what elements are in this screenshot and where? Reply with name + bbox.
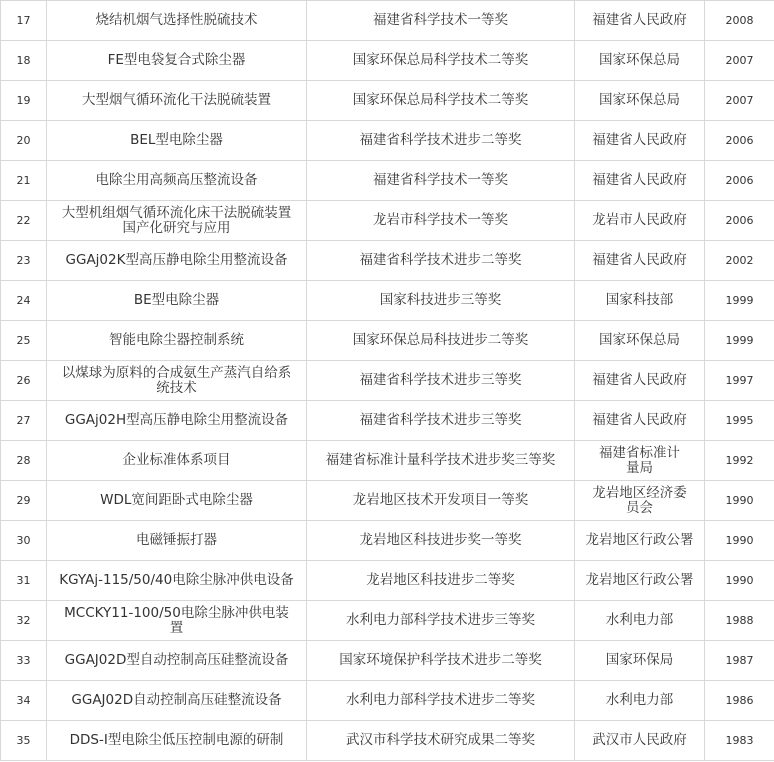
awards-table-body — [1, 1, 774, 761]
award-text: 国家环保总局科技进步二等奖 — [352, 332, 529, 348]
year-cell — [705, 161, 774, 201]
table-row — [1, 281, 774, 321]
year-cell — [705, 241, 774, 281]
row-number-cell — [1, 681, 47, 721]
table-row — [1, 521, 774, 561]
issuing-authority-cell — [575, 681, 705, 721]
row-number-text: 18 — [16, 54, 31, 67]
award-cell — [307, 401, 575, 441]
issuing-authority-cell — [575, 481, 705, 521]
award-cell — [307, 161, 575, 201]
year-cell — [705, 321, 774, 361]
row-number-text: 20 — [16, 134, 31, 147]
year-cell — [705, 721, 774, 761]
project-name-text: 以煤球为原料的合成氨生产蒸汽自给系统技术 — [61, 364, 292, 396]
row-number-cell — [1, 161, 47, 201]
issuing-authority-cell — [575, 521, 705, 561]
issuing-authority-cell — [575, 401, 705, 441]
project-name-text: MCCKY11-100/50电除尘脉冲供电装置 — [64, 604, 289, 636]
issuing-authority-cell — [575, 321, 705, 361]
project-name-cell — [47, 41, 307, 81]
project-name-text: 电磁锤振打器 — [136, 532, 217, 548]
year-cell — [705, 201, 774, 241]
award-cell — [307, 361, 575, 401]
issuing-authority-cell — [575, 561, 705, 601]
year-text: 1990 — [725, 574, 754, 587]
issuing-authority-cell — [575, 161, 705, 201]
table-row — [1, 41, 774, 81]
project-name-text: DDS-I型电除尘低压控制电源的研制 — [69, 732, 284, 748]
issuing-authority-cell — [575, 601, 705, 641]
issuing-authority-text: 龙岩市人民政府 — [592, 212, 687, 228]
table-row — [1, 441, 774, 481]
project-name-cell — [47, 321, 307, 361]
project-name-text: GGAJ02D自动控制高压硅整流设备 — [71, 692, 282, 708]
table-row — [1, 401, 774, 441]
award-cell — [307, 201, 575, 241]
award-text: 福建省标准计量科学技术进步奖三等奖 — [325, 452, 556, 468]
project-name-text: 电除尘用高频高压整流设备 — [95, 172, 258, 188]
project-name-cell — [47, 201, 307, 241]
row-number-text: 24 — [16, 294, 31, 307]
award-text: 国家环保总局科学技术二等奖 — [352, 92, 529, 108]
award-cell — [307, 681, 575, 721]
issuing-authority-cell — [575, 721, 705, 761]
table-row — [1, 1, 774, 41]
issuing-authority-text: 福建省人民政府 — [592, 12, 687, 28]
project-name-text: KGYAj-115/50/40电除尘脉冲供电设备 — [59, 572, 294, 588]
project-name-cell — [47, 161, 307, 201]
issuing-authority-text: 国家环保局 — [605, 652, 674, 668]
project-name-cell — [47, 241, 307, 281]
issuing-authority-text: 水利电力部 — [605, 692, 674, 708]
project-name-cell — [47, 561, 307, 601]
table-row — [1, 681, 774, 721]
table-row — [1, 161, 774, 201]
project-name-cell — [47, 481, 307, 521]
row-number-text: 31 — [16, 574, 31, 587]
year-cell — [705, 441, 774, 481]
table-row — [1, 321, 774, 361]
issuing-authority-text: 福建省标准计量局 — [599, 444, 680, 476]
table-row — [1, 481, 774, 521]
table-row — [1, 361, 774, 401]
row-number-cell — [1, 201, 47, 241]
award-text: 福建省科学技术进步三等奖 — [359, 412, 522, 428]
year-text: 1997 — [725, 374, 754, 387]
project-name-text: 大型机组烟气循环流化床干法脱硫装置国产化研究与应用 — [61, 204, 292, 236]
project-name-text: WDL宽间距卧式电除尘器 — [100, 492, 253, 508]
year-text: 2002 — [725, 254, 754, 267]
year-text: 1999 — [725, 294, 754, 307]
award-cell — [307, 81, 575, 121]
row-number-text: 28 — [16, 454, 31, 467]
issuing-authority-text: 福建省人民政府 — [592, 412, 687, 428]
table-row — [1, 121, 774, 161]
table-row — [1, 601, 774, 641]
issuing-authority-text: 龙岩地区经济委员会 — [592, 484, 687, 516]
award-cell — [307, 641, 575, 681]
row-number-cell — [1, 641, 47, 681]
row-number-cell — [1, 321, 47, 361]
issuing-authority-cell — [575, 201, 705, 241]
issuing-authority-text: 福建省人民政府 — [592, 252, 687, 268]
table-row — [1, 561, 774, 601]
project-name-text: 烧结机烟气选择性脱硫技术 — [95, 12, 258, 28]
project-name-cell — [47, 1, 307, 41]
year-text: 1995 — [725, 414, 754, 427]
row-number-text: 25 — [16, 334, 31, 347]
row-number-cell — [1, 41, 47, 81]
issuing-authority-text: 龙岩地区行政公署 — [585, 532, 694, 548]
issuing-authority-text: 福建省人民政府 — [592, 372, 687, 388]
row-number-cell — [1, 121, 47, 161]
award-text: 水利电力部科学技术进步三等奖 — [346, 612, 535, 628]
year-text: 1990 — [725, 534, 754, 547]
award-text: 国家环境保护科学技术进步二等奖 — [339, 652, 542, 668]
award-text: 龙岩市科学技术一等奖 — [373, 212, 508, 228]
award-cell — [307, 1, 575, 41]
project-name-cell — [47, 601, 307, 641]
project-name-cell — [47, 721, 307, 761]
project-name-cell — [47, 521, 307, 561]
issuing-authority-cell — [575, 81, 705, 121]
award-text: 福建省科学技术进步二等奖 — [359, 132, 522, 148]
row-number-text: 35 — [16, 734, 31, 747]
row-number-cell — [1, 521, 47, 561]
issuing-authority-cell — [575, 281, 705, 321]
year-text: 2007 — [725, 94, 754, 107]
row-number-cell — [1, 401, 47, 441]
row-number-cell — [1, 481, 47, 521]
table-row — [1, 81, 774, 121]
issuing-authority-text: 国家环保总局 — [599, 332, 680, 348]
row-number-text: 34 — [16, 694, 31, 707]
project-name-cell — [47, 681, 307, 721]
year-cell — [705, 121, 774, 161]
award-cell — [307, 481, 575, 521]
row-number-cell — [1, 561, 47, 601]
project-name-cell — [47, 361, 307, 401]
project-name-cell — [47, 81, 307, 121]
year-cell — [705, 641, 774, 681]
year-cell — [705, 521, 774, 561]
project-name-text: FE型电袋复合式除尘器 — [107, 52, 246, 68]
year-text: 2007 — [725, 54, 754, 67]
project-name-text: 企业标准体系项目 — [122, 452, 231, 468]
year-cell — [705, 601, 774, 641]
year-cell — [705, 681, 774, 721]
row-number-cell — [1, 721, 47, 761]
award-text: 水利电力部科学技术进步二等奖 — [346, 692, 535, 708]
issuing-authority-text: 国家环保总局 — [599, 92, 680, 108]
award-text: 龙岩地区技术开发项目一等奖 — [352, 492, 529, 508]
year-text: 1986 — [725, 694, 754, 707]
issuing-authority-text: 武汉市人民政府 — [592, 732, 687, 748]
row-number-cell — [1, 281, 47, 321]
award-cell — [307, 121, 575, 161]
issuing-authority-text: 福建省人民政府 — [592, 172, 687, 188]
award-text: 福建省科学技术一等奖 — [373, 172, 508, 188]
project-name-cell — [47, 121, 307, 161]
table-row — [1, 201, 774, 241]
year-cell — [705, 481, 774, 521]
year-cell — [705, 1, 774, 41]
table-row — [1, 641, 774, 681]
award-cell — [307, 241, 575, 281]
year-text: 1987 — [725, 654, 754, 667]
row-number-text: 21 — [16, 174, 31, 187]
project-name-text: 智能电除尘器控制系统 — [109, 332, 244, 348]
award-cell — [307, 441, 575, 481]
row-number-text: 23 — [16, 254, 31, 267]
year-text: 1988 — [725, 614, 754, 627]
row-number-text: 17 — [16, 14, 31, 27]
year-text: 2006 — [725, 134, 754, 147]
table-row — [1, 241, 774, 281]
row-number-text: 22 — [16, 214, 31, 227]
issuing-authority-cell — [575, 121, 705, 161]
row-number-text: 26 — [16, 374, 31, 387]
row-number-cell — [1, 81, 47, 121]
year-cell — [705, 561, 774, 601]
award-text: 国家环保总局科学技术二等奖 — [352, 52, 529, 68]
project-name-text: GGAj02K型高压静电除尘用整流设备 — [65, 252, 288, 268]
issuing-authority-text: 国家科技部 — [605, 292, 674, 308]
award-text: 福建省科学技术一等奖 — [373, 12, 508, 28]
year-cell — [705, 41, 774, 81]
row-number-cell — [1, 241, 47, 281]
year-cell — [705, 281, 774, 321]
project-name-text: GGAj02H型高压静电除尘用整流设备 — [64, 412, 289, 428]
award-cell — [307, 41, 575, 81]
year-text: 2006 — [725, 174, 754, 187]
year-text: 1983 — [725, 734, 754, 747]
issuing-authority-text: 水利电力部 — [605, 612, 674, 628]
year-cell — [705, 81, 774, 121]
row-number-cell — [1, 601, 47, 641]
issuing-authority-cell — [575, 41, 705, 81]
award-cell — [307, 721, 575, 761]
project-name-cell — [47, 281, 307, 321]
row-number-text: 33 — [16, 654, 31, 667]
award-cell — [307, 561, 575, 601]
project-name-text: GGAJ02D型自动控制高压硅整流设备 — [64, 652, 289, 668]
row-number-cell — [1, 361, 47, 401]
row-number-cell — [1, 441, 47, 481]
project-name-cell — [47, 641, 307, 681]
issuing-authority-cell — [575, 441, 705, 481]
row-number-text: 19 — [16, 94, 31, 107]
issuing-authority-text: 国家环保总局 — [599, 52, 680, 68]
project-name-text: 大型烟气循环流化干法脱硫装置 — [82, 92, 271, 108]
year-text: 1999 — [725, 334, 754, 347]
row-number-text: 32 — [16, 614, 31, 627]
award-text: 龙岩地区科技进步奖一等奖 — [359, 532, 522, 548]
row-number-text: 27 — [16, 414, 31, 427]
award-cell — [307, 321, 575, 361]
project-name-text: BE型电除尘器 — [133, 292, 220, 308]
project-name-cell — [47, 441, 307, 481]
year-cell — [705, 401, 774, 441]
year-text: 1990 — [725, 494, 754, 507]
issuing-authority-cell — [575, 641, 705, 681]
row-number-text: 29 — [16, 494, 31, 507]
issuing-authority-text: 福建省人民政府 — [592, 132, 687, 148]
award-text: 龙岩地区科技进步二等奖 — [366, 572, 515, 588]
table-row — [1, 721, 774, 761]
row-number-text: 30 — [16, 534, 31, 547]
issuing-authority-cell — [575, 1, 705, 41]
year-cell — [705, 361, 774, 401]
year-text: 2006 — [725, 214, 754, 227]
award-cell — [307, 281, 575, 321]
project-name-cell — [47, 401, 307, 441]
year-text: 2008 — [725, 14, 754, 27]
issuing-authority-cell — [575, 241, 705, 281]
row-number-cell — [1, 1, 47, 41]
issuing-authority-text: 龙岩地区行政公署 — [585, 572, 694, 588]
award-text: 武汉市科学技术研究成果二等奖 — [346, 732, 535, 748]
award-text: 福建省科学技术进步二等奖 — [359, 252, 522, 268]
award-text: 国家科技进步三等奖 — [379, 292, 502, 308]
project-name-text: BEL型电除尘器 — [130, 132, 223, 148]
award-cell — [307, 521, 575, 561]
award-cell — [307, 601, 575, 641]
year-text: 1992 — [725, 454, 754, 467]
award-text: 福建省科学技术进步三等奖 — [359, 372, 522, 388]
issuing-authority-cell — [575, 361, 705, 401]
